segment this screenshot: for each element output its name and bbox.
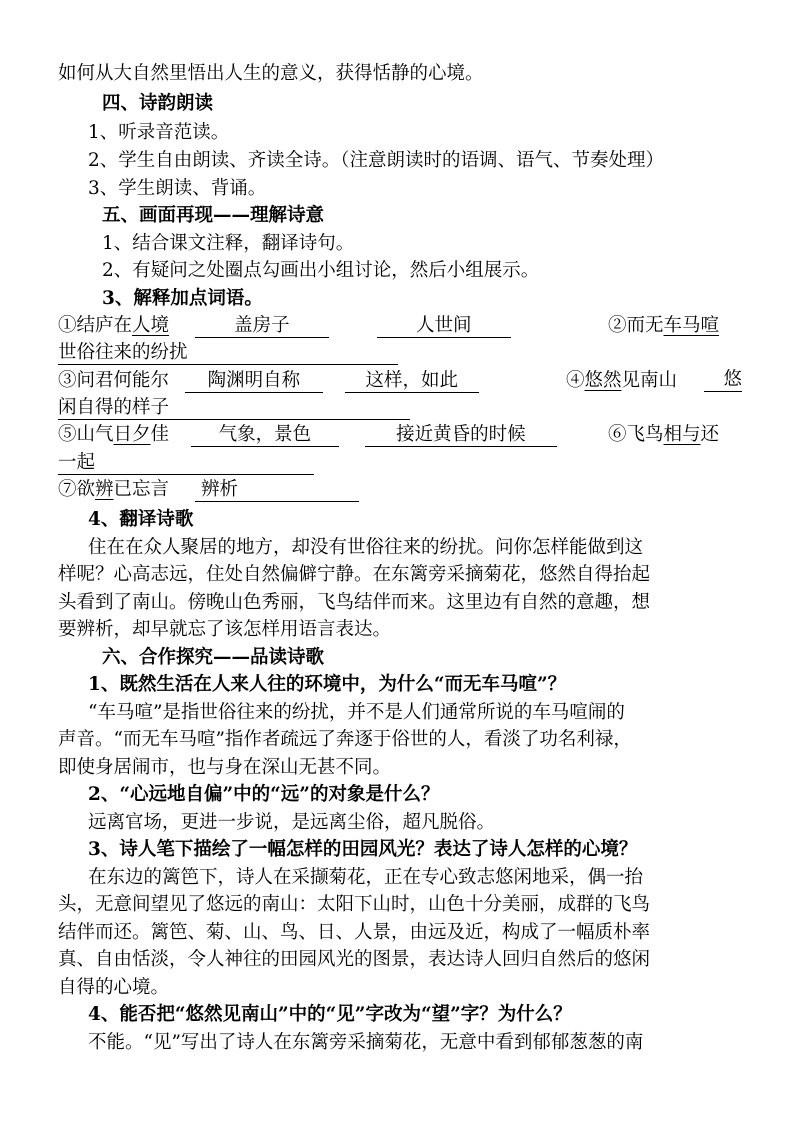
section-heading: 四、诗韵朗读 bbox=[102, 93, 214, 114]
text-line: 要辨析，却早就忘了该怎样用语言表达。 bbox=[58, 619, 392, 640]
question-heading: 2、“心远地自偏”中的“远”的对象是什么？ bbox=[88, 784, 440, 805]
text-line: 1、听录音范读。 bbox=[88, 122, 230, 143]
vocab-item-4-prefix: ④ bbox=[566, 370, 585, 391]
vocab-item-2-answer: 世俗往来的纷扰 bbox=[58, 342, 398, 365]
vocab-line bbox=[58, 451, 742, 475]
question-heading: 1、既然生活在人来人往的环境中，为什么“而无车马喧”？ bbox=[88, 674, 567, 695]
subsection-heading: 4、翻译诗歌 bbox=[88, 509, 194, 530]
subsection-heading: 3、解释加点词语。 bbox=[102, 288, 263, 309]
vocab-item-1-word: 人境 bbox=[132, 315, 170, 336]
text-line: 样呢？心高志远，住处自然偏僻宁静。在东篱旁采摘菊花，悠然自得抬起 bbox=[58, 564, 651, 585]
vocab-item-6-suffix: 还 bbox=[700, 424, 720, 445]
vocab-item-7-word: 辨 bbox=[95, 479, 114, 500]
text-line: 头看到了南山。傍晚山色秀丽，飞鸟结伴而来。这里边有自然的意趣，想 bbox=[58, 592, 651, 613]
vocab-line bbox=[58, 478, 742, 502]
vocab-item-7-answer: 辨析 bbox=[195, 479, 359, 502]
text-line: 2、有疑问之处圈点勾画出小组讨论，然后小组展示。 bbox=[102, 260, 540, 281]
text-line: 自得的心境。 bbox=[58, 977, 170, 998]
vocab-item-4-answer-start: 悠 bbox=[704, 369, 742, 392]
vocab-item-3-answer-1: 陶渊明自称 bbox=[185, 370, 323, 393]
vocab-item-3-answer-2: 这样，如此 bbox=[345, 370, 479, 393]
vocab-line bbox=[58, 423, 742, 447]
text-line: 不能。“见”写出了诗人在东篱旁采摘菊花，无意中看到郁郁葱葱的南 bbox=[88, 1032, 644, 1053]
question-heading: 4、能否把“悠然见南山”中的“见”字改为“望”字？为什么？ bbox=[88, 1004, 572, 1025]
vocab-item-4 bbox=[566, 369, 677, 393]
vocab-item-1-answer-2: 人世间 bbox=[377, 315, 511, 338]
vocab-item-6-prefix: ⑥飞鸟 bbox=[608, 424, 664, 445]
text-line: “车马喧”是指世俗往来的纷扰，并不是人们通常所说的车马喧闹的 bbox=[88, 702, 625, 723]
vocab-item-6-answer: 一起 bbox=[58, 452, 314, 475]
vocab-item-5-answer-1: 气象，景色 bbox=[191, 424, 339, 447]
vocab-item-2-prefix: ②而无 bbox=[608, 315, 664, 336]
text-line: 3、学生朗读、背诵。 bbox=[88, 178, 267, 199]
vocab-line bbox=[58, 314, 742, 338]
text-line: 声音。“而无车马喧”指作者疏远了奔逐于俗世的人，看淡了功名利禄， bbox=[58, 729, 632, 750]
text-line: 即使身居闹市，也与身在深山无甚不同。 bbox=[58, 757, 392, 778]
vocab-item-4-suffix: 见南山 bbox=[621, 370, 678, 391]
vocab-item-2-word: 车马喧 bbox=[663, 315, 720, 336]
text-line: 在东边的篱笆下，诗人在采撷菊花，正在专心致志悠闲地采，偶一抬 bbox=[88, 867, 644, 888]
vocab-line bbox=[58, 396, 742, 420]
text-line: 1、结合课文注释，翻译诗句。 bbox=[102, 233, 355, 254]
text-line: 头，无意间望见了悠远的南山：太阳下山时，山色十分美丽，成群的飞鸟 bbox=[58, 894, 651, 915]
vocab-item-4-word: 悠然 bbox=[584, 370, 622, 391]
text-line: 2、学生自由朗读、齐读全诗。（注意朗读时的语调、语气、节奏处理） bbox=[88, 150, 665, 171]
vocab-line bbox=[58, 369, 742, 393]
vocab-item-7-prefix: ⑦欲 bbox=[58, 479, 96, 500]
vocab-item-1-answer-1: 盖房子 bbox=[195, 315, 329, 338]
vocab-item-4-answer-end: 闲自得的样子 bbox=[58, 397, 410, 420]
text-line: 住在在众人聚居的地方，却没有世俗往来的纷扰。问你怎样能做到这 bbox=[88, 537, 644, 558]
vocab-item-2 bbox=[608, 314, 719, 338]
question-heading: 3、诗人笔下描绘了一幅怎样的田园风光？表达了诗人怎样的心境？ bbox=[88, 839, 638, 860]
vocab-item-5-answer-2: 接近黄昏的时候 bbox=[365, 424, 557, 447]
text-line: 结伴而还。篱笆、菊、山、鸟、日、人景，由远及近，构成了一幅质朴率 bbox=[58, 922, 651, 943]
text-line: 真、自由恬淡，令人神往的田园风光的图景，表达诗人回归自然后的悠闲 bbox=[58, 949, 651, 970]
vocab-item-7-suffix: 已忘言 bbox=[113, 479, 170, 500]
vocab-item-5-suffix: 佳 bbox=[150, 424, 170, 445]
vocab-item-6-word: 相与 bbox=[663, 424, 701, 445]
vocab-line bbox=[58, 341, 742, 365]
text-line: 远离官场，更进一步说，是远离尘俗，超凡脱俗。 bbox=[88, 812, 496, 833]
vocab-item-3-prefix: ③问君何能尔 bbox=[58, 370, 170, 391]
vocab-item-1-prefix: ①结庐在 bbox=[58, 315, 133, 336]
vocab-item-5-prefix: ⑤山气 bbox=[58, 424, 114, 445]
section-heading: 五、画面再现——理解诗意 bbox=[102, 205, 325, 226]
text-line: 如何从大自然里悟出人生的意义，获得恬静的心境。 bbox=[58, 63, 484, 84]
section-heading: 六、合作探究——品读诗歌 bbox=[102, 647, 325, 668]
vocab-item-6 bbox=[608, 423, 719, 447]
vocab-item-5-word: 日夕 bbox=[113, 424, 151, 445]
